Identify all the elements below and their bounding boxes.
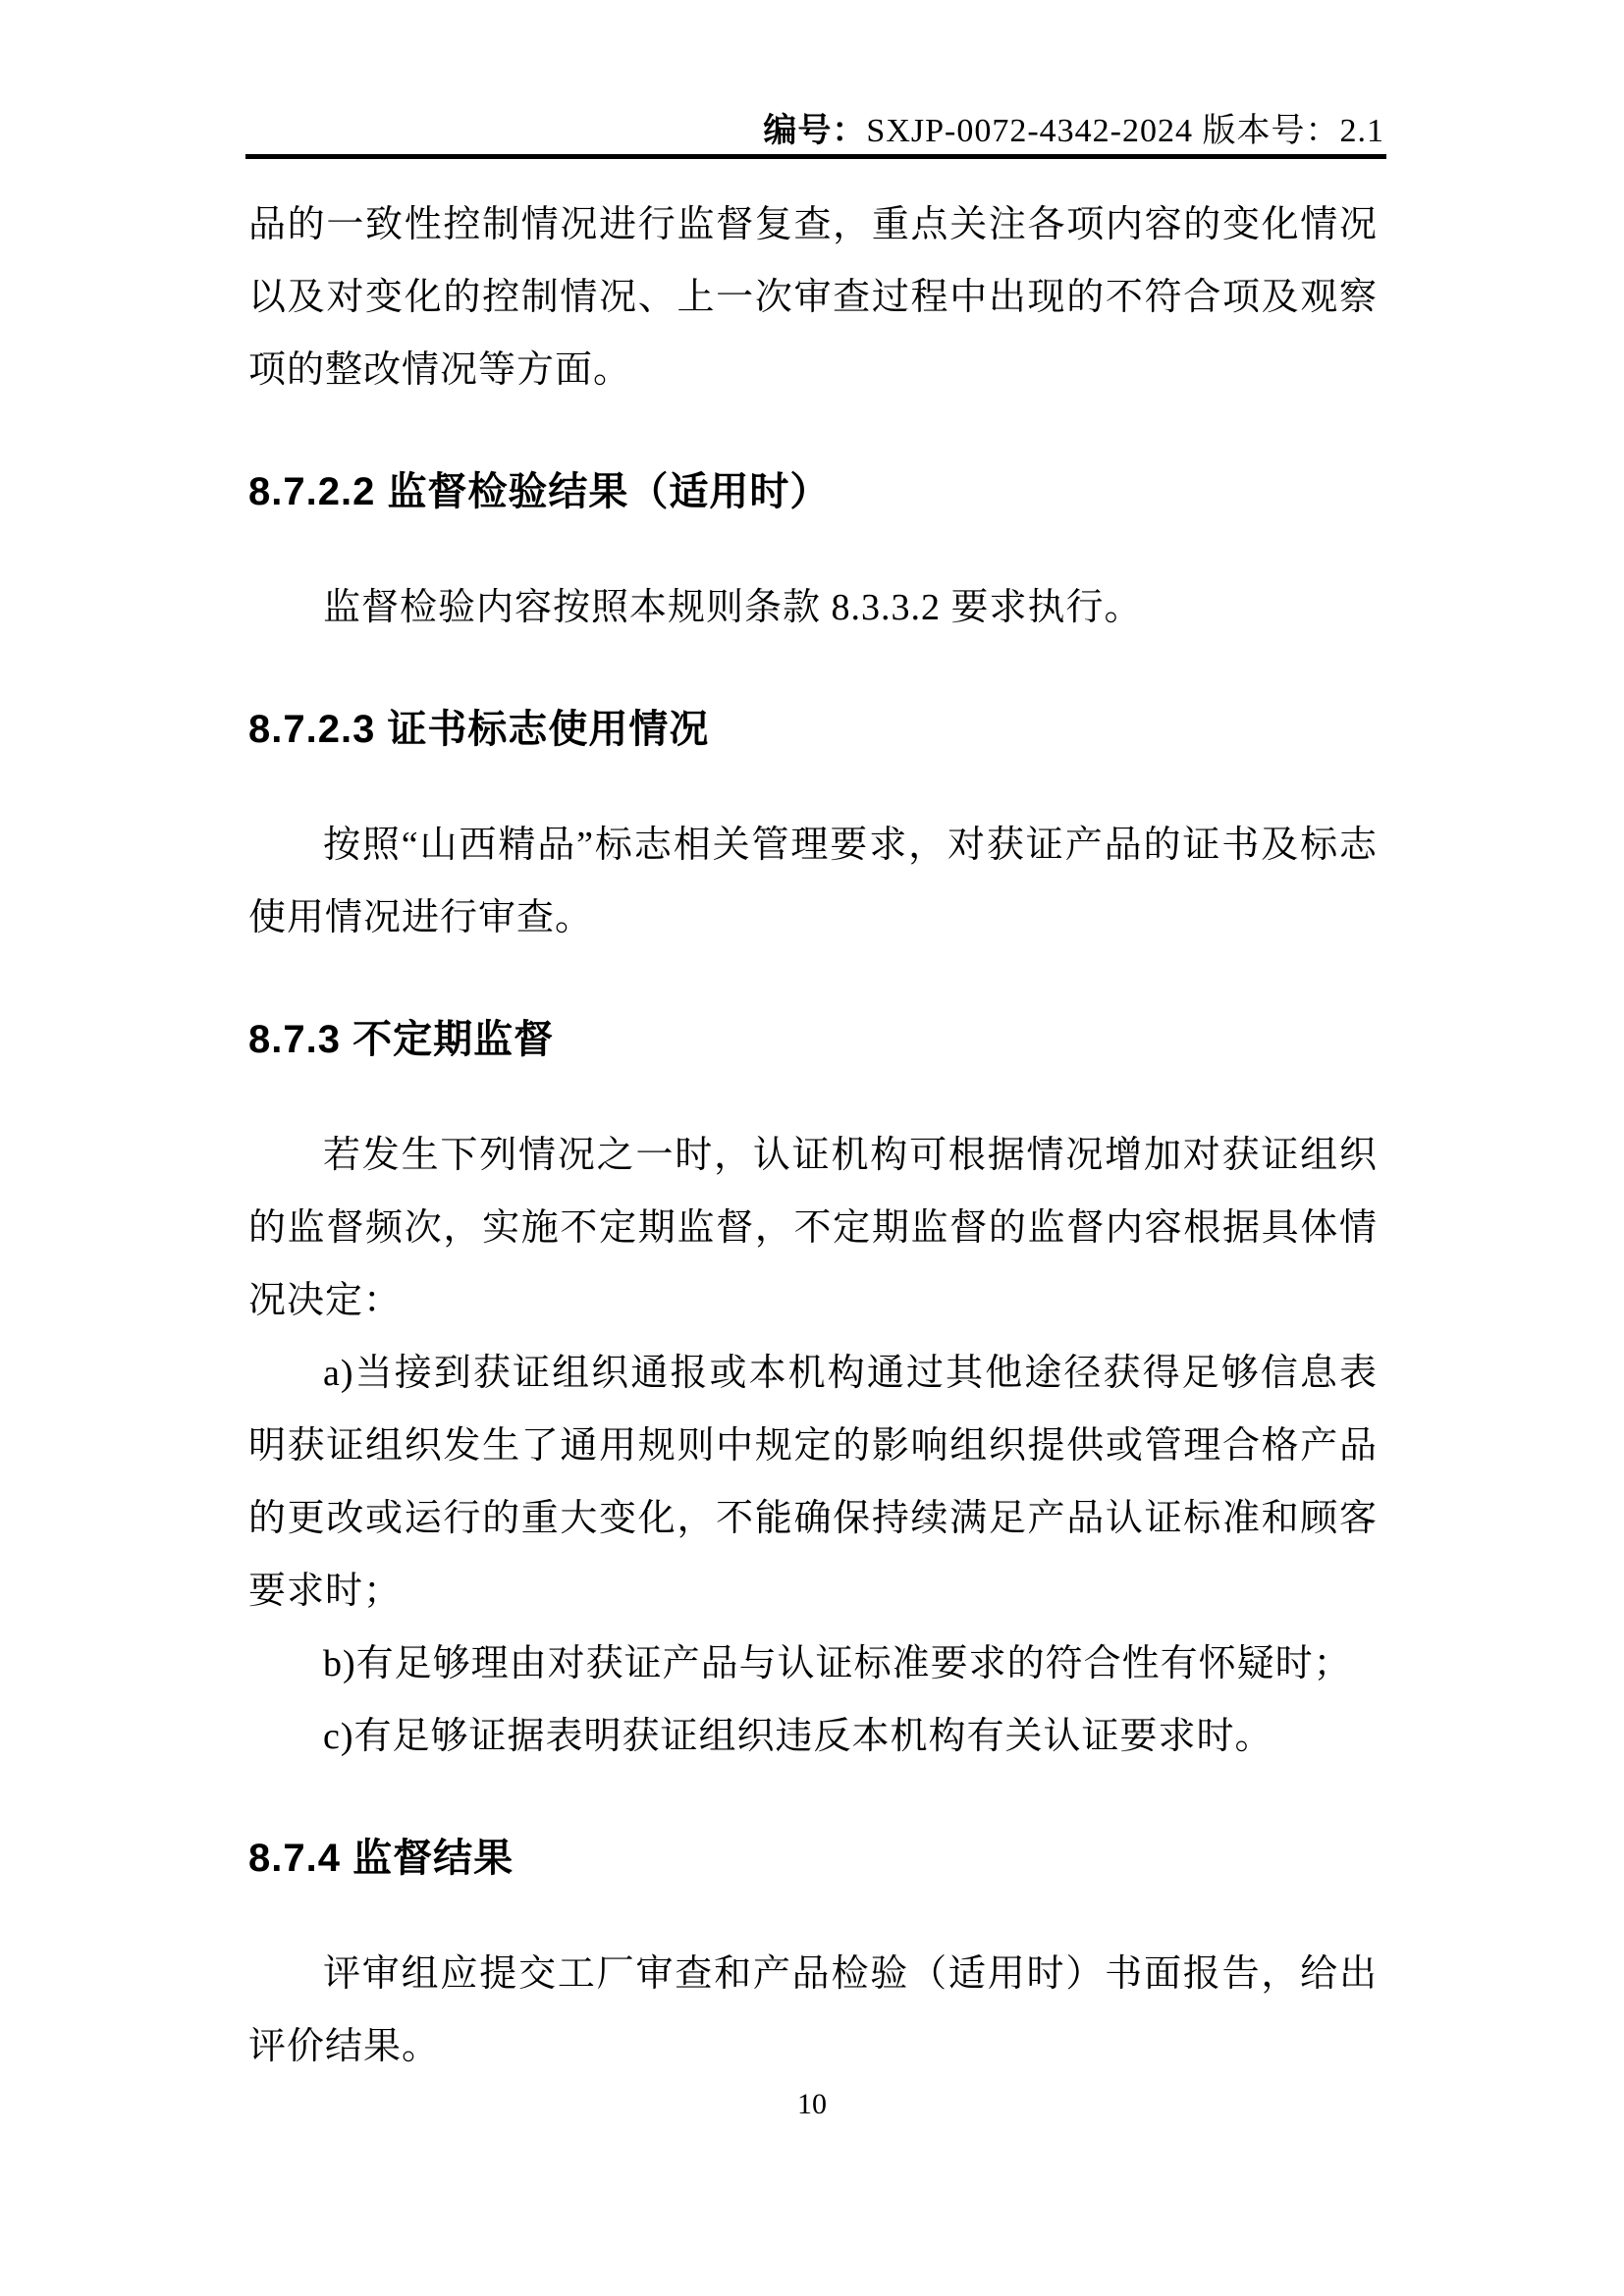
paragraph-8-7-2-2: 监督检验内容按照本规则条款 8.3.3.2 要求执行。 xyxy=(323,587,1143,628)
heading-8-7-2-2: 8.7.2.2 监督检验结果（适用时） xyxy=(248,470,831,513)
page-number: 10 xyxy=(797,2088,827,2120)
list-item-a: a)当接到获证组织通报或本机构通过其他途径获得足够信息表明获证组织发生了通用规则中规定的影响组织提供或管理合格产品的更改或运行的重大变化，不能确保持续满足产品认证标准和顾客要求时； xyxy=(248,1353,1378,1612)
document-body xyxy=(248,188,1378,2083)
paragraph-continuation: 品的一致性控制情况进行监督复查，重点关注各项内容的变化情况以及对变化的控制情况、上一次审查过程中出现的不符合项及观察项的整改情况等方面。 xyxy=(248,204,1378,391)
paragraph-8-7-3-intro: 若发生下列情况之一时，认证机构可根据情况增加对获证组织的监督频次，实施不定期监督，不定期监督的监督内容根据具体情况决定： xyxy=(248,1135,1378,1321)
heading-8-7-3: 8.7.3 不定期监督 xyxy=(248,1018,555,1061)
version-label: 版本号： xyxy=(1202,113,1340,149)
paragraph-8-7-4: 评审组应提交工厂审查和产品检验（适用时）书面报告，给出评价结果。 xyxy=(248,1953,1378,2067)
header-separator xyxy=(1193,113,1203,149)
doc-number-value: SXJP-0072-4342-2024 xyxy=(866,113,1193,149)
version-value: 2.1 xyxy=(1339,113,1384,149)
paragraph-8-7-2-3: 按照“山西精品”标志相关管理要求，对获证产品的证书及标志使用情况进行审查。 xyxy=(248,825,1378,938)
page-header xyxy=(245,112,1384,151)
heading-8-7-4: 8.7.4 监督结果 xyxy=(248,1837,514,1880)
doc-number-label: 编号： xyxy=(763,113,867,149)
list-item-c: c)有足够证据表明获证组织违反本机构有关认证要求时。 xyxy=(323,1716,1273,1757)
list-item-b: b)有足够理由对获证产品与认证标准要求的符合性有怀疑时； xyxy=(323,1643,1352,1684)
heading-8-7-2-3: 8.7.2.3 证书标志使用情况 xyxy=(248,708,710,751)
header-rule xyxy=(245,154,1386,159)
